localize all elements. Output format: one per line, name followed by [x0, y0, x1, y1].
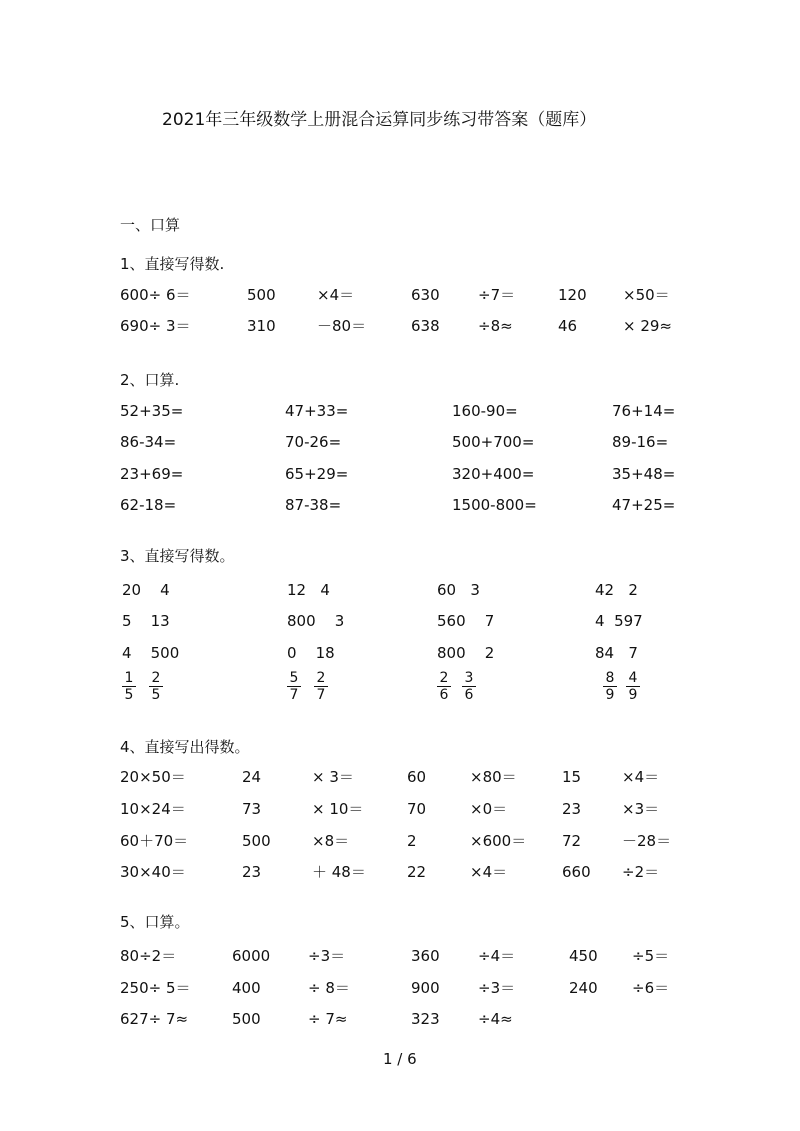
q2-cell: 76+14=	[612, 402, 676, 420]
q4-cell: ＋ 48＝	[312, 863, 366, 881]
fraction	[603, 670, 617, 703]
q4-cell: ×4＝	[622, 768, 660, 786]
q2-cell: 47+25=	[612, 496, 676, 514]
section-heading: 一、口算	[120, 216, 181, 234]
q4-cell: × 10＝	[312, 800, 364, 818]
q2-cell: 47+33=	[285, 402, 349, 420]
q3-cell: 84 7	[595, 644, 638, 662]
q4-cell: 500	[242, 832, 271, 850]
q1-cell: ÷8≈	[478, 317, 513, 335]
q2-cell: 160-90=	[452, 402, 518, 420]
q5-cell: ÷3＝	[308, 947, 346, 965]
fraction-numerator: 1	[122, 670, 136, 687]
q1-cell: 46	[558, 317, 578, 335]
q5-cell: 240	[569, 979, 598, 997]
q4-cell: ×3＝	[622, 800, 660, 818]
q1-heading: 1、直接写得数.	[120, 255, 225, 273]
q5-cell: 450	[569, 947, 598, 965]
q2-cell: 500+700=	[452, 433, 535, 451]
q4-cell: 60＋70＝	[120, 832, 189, 850]
q4-cell: ×4＝	[470, 863, 508, 881]
fraction-denominator: 7	[289, 687, 299, 703]
q2-cell: 62-18=	[120, 496, 177, 514]
q3-cell: 5 13	[122, 612, 170, 630]
fraction-numerator: 5	[287, 670, 301, 687]
fraction-numerator: 4	[626, 670, 640, 687]
q4-cell: 2	[407, 832, 417, 850]
q5-cell: 80÷2＝	[120, 947, 177, 965]
q2-cell: 52+35=	[120, 402, 184, 420]
q3-cell: 42 2	[595, 581, 638, 599]
q2-cell: 35+48=	[612, 465, 676, 483]
q4-cell: 20×50＝	[120, 768, 186, 786]
q4-cell: －28＝	[622, 832, 672, 850]
fraction	[437, 670, 451, 703]
q5-cell: ÷ 7≈	[308, 1010, 348, 1028]
q4-cell: 72	[562, 832, 582, 850]
q3-cell: 20 4	[122, 581, 170, 599]
q2-cell: 65+29=	[285, 465, 349, 483]
q3-cell: 60 3	[437, 581, 480, 599]
q1-cell: 500	[247, 286, 276, 304]
q1-cell: ×4＝	[317, 286, 355, 304]
q4-cell: 23	[562, 800, 582, 818]
q4-cell: 22	[407, 863, 427, 881]
fraction	[149, 670, 163, 703]
q2-cell: 70-26=	[285, 433, 342, 451]
q3-cell: 4 597	[595, 612, 643, 630]
q1-cell: 310	[247, 317, 276, 335]
q5-cell: ÷5＝	[632, 947, 670, 965]
fraction-denominator: 6	[464, 687, 474, 703]
q5-cell: ÷3＝	[478, 979, 516, 997]
q5-cell: 323	[411, 1010, 440, 1028]
fraction-numerator: 2	[437, 670, 451, 687]
q1-cell: ×50＝	[623, 286, 670, 304]
q1-cell: 630	[411, 286, 440, 304]
q4-cell: 70	[407, 800, 427, 818]
q2-cell: 86-34=	[120, 433, 177, 451]
q4-cell: 10×24＝	[120, 800, 186, 818]
q1-cell: 638	[411, 317, 440, 335]
fraction-denominator: 5	[151, 687, 161, 703]
q4-cell: ×600＝	[470, 832, 527, 850]
q2-cell: 1500-800=	[452, 496, 537, 514]
q5-cell: 250÷ 5＝	[120, 979, 191, 997]
q1-cell: × 29≈	[623, 317, 672, 335]
fraction-denominator: 5	[124, 687, 134, 703]
q5-heading: 5、口算。	[120, 913, 190, 931]
q1-cell: －80＝	[317, 317, 367, 335]
q5-cell: 627÷ 7≈	[120, 1010, 189, 1028]
fraction-denominator: 6	[439, 687, 449, 703]
q4-cell: 60	[407, 768, 427, 786]
q3-cell: 4 500	[122, 644, 180, 662]
q4-cell: 23	[242, 863, 262, 881]
q2-cell: 89-16=	[612, 433, 669, 451]
q4-cell: ÷2＝	[622, 863, 660, 881]
fraction-denominator: 9	[628, 687, 638, 703]
q4-cell: 30×40＝	[120, 863, 186, 881]
q5-cell: ÷4≈	[478, 1010, 513, 1028]
q4-cell: ×80＝	[470, 768, 517, 786]
q4-heading: 4、直接写出得数。	[120, 738, 250, 756]
fraction-numerator: 2	[149, 670, 163, 687]
fraction-denominator: 9	[605, 687, 615, 703]
q4-cell: 660	[562, 863, 591, 881]
q3-cell: 800 3	[287, 612, 345, 630]
fraction	[462, 670, 476, 703]
q4-cell: ×0＝	[470, 800, 508, 818]
q3-cell: 560 7	[437, 612, 495, 630]
q4-cell: 15	[562, 768, 582, 786]
q1-cell: 600÷ 6＝	[120, 286, 191, 304]
fraction-numerator: 8	[603, 670, 617, 687]
q4-cell: ×8＝	[312, 832, 350, 850]
page-number: 1 / 6	[383, 1050, 417, 1068]
q1-cell: 690÷ 3＝	[120, 317, 191, 335]
q2-cell: 320+400=	[452, 465, 535, 483]
q3-heading: 3、直接写得数。	[120, 547, 235, 565]
fraction-numerator: 3	[462, 670, 476, 687]
fraction	[626, 670, 640, 703]
q5-cell: ÷6＝	[632, 979, 670, 997]
fraction	[122, 670, 136, 703]
fraction	[287, 670, 301, 703]
q3-cell: 800 2	[437, 644, 495, 662]
q3-cell: 12 4	[287, 581, 330, 599]
q4-cell: 73	[242, 800, 262, 818]
fraction-numerator: 2	[314, 670, 328, 687]
q5-cell: ÷ 8＝	[308, 979, 350, 997]
q2-heading: 2、口算.	[120, 371, 180, 389]
q1-cell: ÷7＝	[478, 286, 516, 304]
q5-cell: ÷4＝	[478, 947, 516, 965]
q4-cell: × 3＝	[312, 768, 354, 786]
q1-cell: 120	[558, 286, 587, 304]
q5-cell: 500	[232, 1010, 261, 1028]
q3-cell: 0 18	[287, 644, 335, 662]
q5-cell: 6000	[232, 947, 271, 965]
q2-cell: 23+69=	[120, 465, 184, 483]
fraction-denominator: 7	[316, 687, 326, 703]
fraction	[314, 670, 328, 703]
page-title: 2021年三年级数学上册混合运算同步练习带答案（题库）	[162, 110, 597, 130]
q5-cell: 400	[232, 979, 261, 997]
q5-cell: 360	[411, 947, 440, 965]
q5-cell: 900	[411, 979, 440, 997]
q4-cell: 24	[242, 768, 262, 786]
q2-cell: 87-38=	[285, 496, 342, 514]
